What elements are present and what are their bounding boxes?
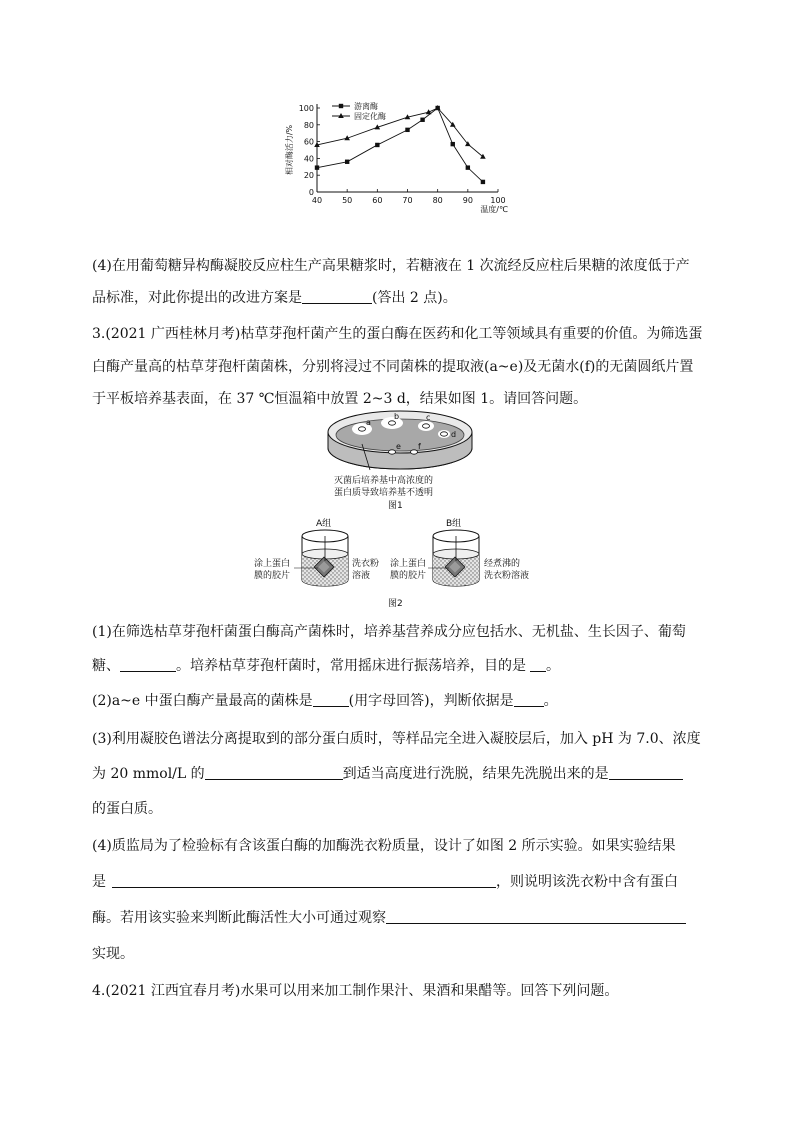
q3-s3-line2 xyxy=(92,764,704,784)
x-tick-label: 50 xyxy=(342,196,353,205)
q3-s2-line xyxy=(92,691,704,711)
paper-disc-c xyxy=(423,424,430,428)
q3-s4-text-a: 是 xyxy=(92,874,106,890)
q3-s4-line3 xyxy=(92,908,704,928)
series-line xyxy=(317,108,483,182)
q3-s2-text-c: 。 xyxy=(543,693,558,709)
square-point xyxy=(375,143,379,147)
square-point xyxy=(466,165,470,169)
q3-s4-line1: (4)质监局为了检验标有含该蛋白酶的加酶洗衣粉质量，设计了如图 2 所示实验。如果实验结果 xyxy=(92,838,676,854)
q4-prev-text-b: (答出 2 点)。 xyxy=(372,290,457,306)
label-a: a xyxy=(366,418,371,427)
q3-stem-line3: 于平板培养基表面，在 37 ℃恒温箱中放置 2~3 d，结果如图 1。请回答问题。 xyxy=(92,391,588,407)
y-tick-label: 60 xyxy=(303,137,314,147)
legend-label: 固定化酶 xyxy=(354,112,386,121)
answer-blank[interactable] xyxy=(530,657,546,672)
paper-disc-e xyxy=(389,450,396,454)
fig1-title: 图1 xyxy=(388,501,403,511)
y-tick-label: 20 xyxy=(303,171,314,181)
square-point xyxy=(345,160,349,164)
x-axis-label: 温度/℃ xyxy=(480,205,508,214)
q4-prev-line1: (4)在用葡萄糖异构酶凝胶反应柱生产高果糖浆时，若糖液在 1 次流经反应柱后果糖的浓度低于产 xyxy=(92,258,690,274)
group-a-label: A组 xyxy=(316,519,332,529)
q4-stem-line1: 4.(2021 江西宜春月考)水果可以用来加工制作果汁、果酒和果醋等。回答下列问题。 xyxy=(92,983,619,999)
q3-s1-line2 xyxy=(92,656,704,676)
answer-blank[interactable] xyxy=(313,692,349,707)
label-f: f xyxy=(418,442,421,451)
series-immobilized-enzyme xyxy=(314,105,486,159)
q3-stem-line1: 3.(2021 广西桂林月考)枯草芽孢杆菌产生的蛋白酶在医药和化工等领域具有重要的价值。为筛选蛋 xyxy=(92,326,703,342)
b-left-label-1: 涂上蛋白 xyxy=(390,559,427,569)
q3-s1-text-c: 。 xyxy=(546,658,560,674)
q3-s1-text-a: 糖、 xyxy=(92,658,120,674)
x-tick-label: 60 xyxy=(372,196,383,205)
label-c: c xyxy=(426,413,431,422)
paper-disc-d xyxy=(441,432,448,436)
x-tick-label: 100 xyxy=(490,196,506,205)
b-right-label-2: 洗衣粉溶液 xyxy=(484,571,530,581)
q3-s4-text-c: 酶。若用该实验来判断此酶活性大小可通过观察 xyxy=(92,910,386,926)
x-tick-label: 40 xyxy=(311,196,323,205)
square-point xyxy=(315,165,319,169)
enzyme-activity-chart xyxy=(282,100,512,218)
b-right-label-1: 经煮沸的 xyxy=(484,559,521,569)
q4-prev-text-a: 品标准，对此你提出的改进方案是 xyxy=(92,290,302,306)
y-tick-label: 0 xyxy=(308,188,314,197)
answer-blank[interactable] xyxy=(112,873,496,888)
q3-stem-line2: 白酶产量高的枯草芽孢杆菌菌株，分别将浸过不同菌株的提取液(a~e)及无菌水(f)的无菌圆纸片置 xyxy=(92,359,694,375)
triangle-point xyxy=(338,113,344,118)
label-e: e xyxy=(396,442,401,451)
paper-disc-b xyxy=(389,421,396,425)
q3-s3-text-b: 到适当高度进行洗脱，结果先洗脱出来的是 xyxy=(342,766,609,782)
y-tick-label: 100 xyxy=(298,104,314,113)
answer-blank[interactable] xyxy=(302,289,372,304)
triangle-point xyxy=(480,154,486,159)
q3-s4-text-b: ，则说明该洗衣粉中含有蛋白 xyxy=(496,874,678,890)
square-point xyxy=(481,180,485,184)
y-axis-label: 相对酶活力/% xyxy=(285,124,294,176)
y-tick-label: 40 xyxy=(303,154,314,164)
answer-blank[interactable] xyxy=(386,909,686,924)
chart-legend xyxy=(332,101,386,121)
beaker-b xyxy=(433,530,479,586)
x-tick-label: 90 xyxy=(462,196,473,205)
answer-blank[interactable] xyxy=(205,765,343,780)
a-left-label-2: 膜的胶片 xyxy=(254,571,291,581)
paper-disc-a xyxy=(359,427,366,431)
a-left-label-1: 涂上蛋白 xyxy=(254,559,291,569)
paper-disc-f xyxy=(411,450,418,454)
legend-label: 游离酶 xyxy=(354,102,378,111)
answer-blank[interactable] xyxy=(120,657,176,672)
square-point xyxy=(339,104,343,108)
answer-blank[interactable] xyxy=(514,692,544,707)
beaker-a xyxy=(302,530,348,586)
square-point xyxy=(451,142,455,146)
q3-s3-text-a: 为 20 mmol/L 的 xyxy=(92,766,205,782)
label-b: b xyxy=(394,412,400,421)
q3-s4-line2 xyxy=(92,872,704,892)
chart-axes xyxy=(284,104,508,214)
answer-blank[interactable] xyxy=(609,765,683,780)
fig1-caption-line1: 灭菌后培养基中高浓度的 xyxy=(334,476,434,486)
q3-s3-line3: 的蛋白质。 xyxy=(92,801,162,817)
figure-1-petri-dish xyxy=(320,404,480,514)
x-tick-label: 70 xyxy=(402,196,413,205)
q4-prev-line2 xyxy=(92,288,704,308)
label-d: d xyxy=(451,430,457,439)
y-tick-label: 80 xyxy=(303,120,314,130)
square-point xyxy=(420,118,424,122)
fig1-caption-line2: 蛋白质导致培养基不透明 xyxy=(334,488,434,498)
x-tick-label: 80 xyxy=(432,196,443,205)
q3-s4-line4: 实现。 xyxy=(92,946,134,962)
a-right-label-1: 洗衣粉 xyxy=(352,559,380,569)
fig2-title: 图2 xyxy=(388,599,403,609)
a-right-label-2: 溶液 xyxy=(352,571,371,581)
b-left-label-2: 膜的胶片 xyxy=(390,571,427,581)
q3-s3-line1: (3)利用凝胶色谱法分离提取到的部分蛋白质时，等样品完全进入凝胶层后，加入 pH 为 7.0、浓度 xyxy=(92,731,701,747)
square-point xyxy=(405,128,409,132)
q3-s1-text-b: 。培养枯草芽孢杆菌时，常用摇床进行振荡培养，目的是 xyxy=(176,658,526,674)
figure-2-beakers xyxy=(250,514,550,614)
group-b-label: B组 xyxy=(446,519,462,529)
q3-s1-line1: (1)在筛选枯草芽孢杆菌蛋白酶高产菌株时，培养基营养成分应包括水、无机盐、生长因子、葡萄 xyxy=(92,624,686,640)
q3-s2-text-b: (用字母回答)，判断依据是 xyxy=(348,693,514,709)
q3-s2-text-a: (2)a~e 中蛋白酶产量最高的菌株是 xyxy=(92,693,313,709)
